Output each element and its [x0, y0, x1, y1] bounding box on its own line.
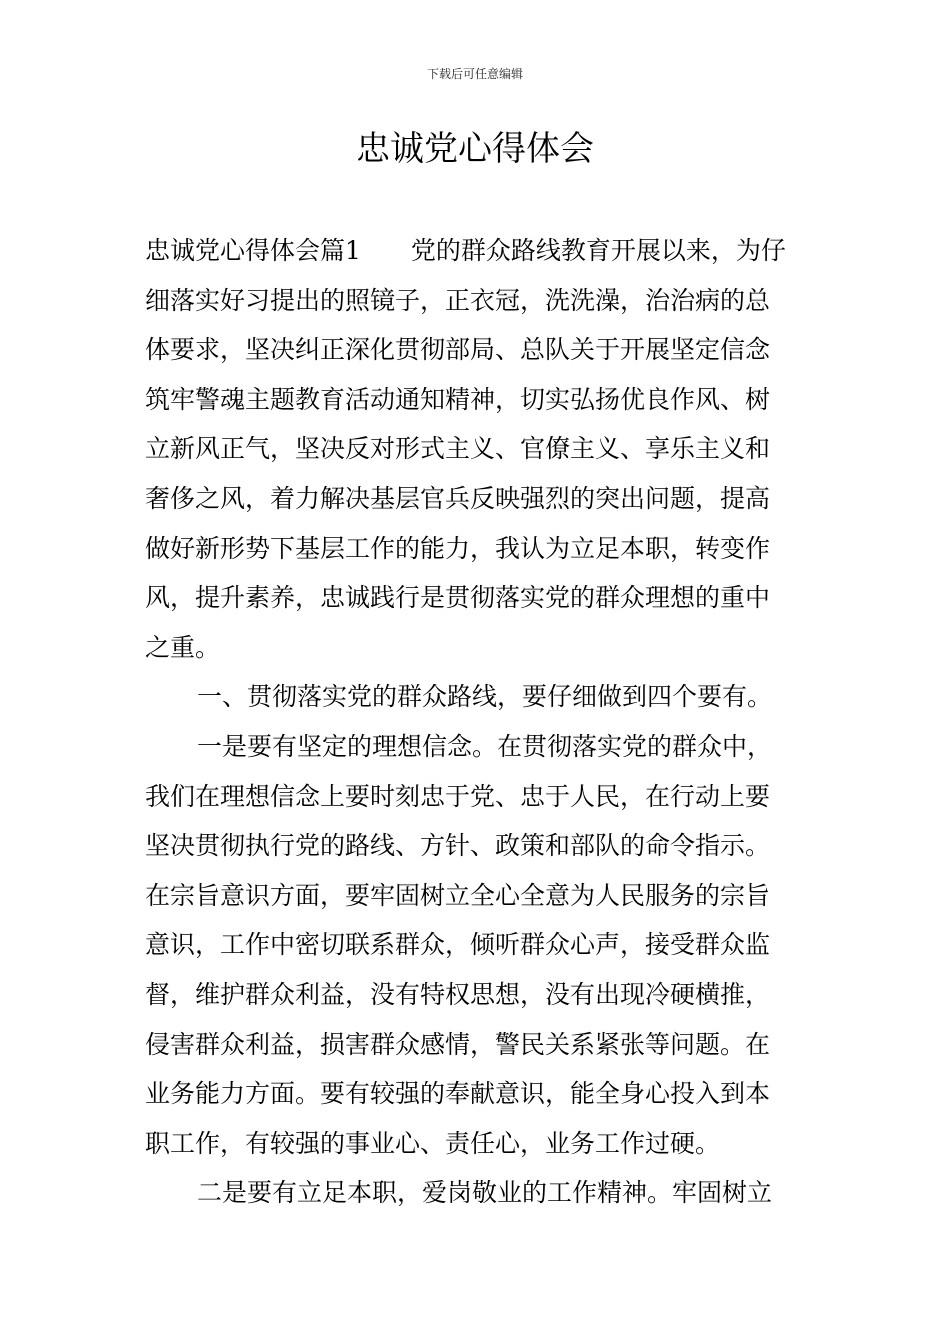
- text-line: 风，提升素养，忠诚践行是贯彻落实党的群众理想的重中: [145, 583, 771, 613]
- text-line: 侵害群众利益，损害群众感情，警民关系紧张等问题。在: [145, 1029, 771, 1059]
- section-heading: 一、贯彻落实党的群众路线，要仔细做到四个要有。: [197, 682, 773, 712]
- document-title: 忠诚党心得体会: [356, 129, 594, 169]
- text-line: 体要求，坚决纠正深化贯彻部局、总队关于开展坚定信念: [145, 335, 771, 365]
- text-line: 职工作，有较强的事业心、责任心，业务工作过硬。: [145, 1128, 721, 1158]
- text-line: 坚决贯彻执行党的路线、方针、政策和部队的命令指示。: [145, 831, 771, 861]
- document-body: [145, 226, 810, 1218]
- section-label: 忠诚党心得体会篇1: [145, 236, 361, 265]
- text-line: 在宗旨意识方面，要牢固树立全心全意为人民服务的宗旨: [145, 880, 771, 910]
- text-line: 奢侈之风，着力解决基层官兵反映强烈的突出问题，提高: [145, 483, 771, 513]
- text-line: 筑牢警魂主题教育活动通知精神，切实弘扬优良作风、树: [145, 384, 771, 414]
- header-note: 下载后可任意编辑: [426, 67, 523, 81]
- text-line: 细落实好习提出的照镜子，正衣冠，洗洗澡，治治病的总: [145, 285, 771, 315]
- text-line: 立新风正气，坚决反对形式主义、官僚主义、享乐主义和: [145, 434, 771, 464]
- text-line: 我们在理想信念上要时刻忠于党、忠于人民，在行动上要: [145, 781, 771, 811]
- paragraph-text: 党的群众路线教育开展以来，为仔: [410, 236, 786, 265]
- text-line: 意识，工作中密切联系群众，倾听群众心声，接受群众监: [145, 930, 771, 960]
- text-line: 之重。: [145, 632, 221, 662]
- paragraph-start: 一是要有坚定的理想信念。在贯彻落实党的群众中，: [197, 731, 773, 761]
- paragraph-start: 二是要有立足本职，爱岗敬业的工作精神。牢固树立: [197, 1178, 773, 1208]
- text-line: [145, 226, 810, 276]
- text-line: 业务能力方面。要有较强的奉献意识，能全身心投入到本: [145, 1079, 771, 1109]
- text-line: 做好新形势下基层工作的能力，我认为立足本职，转变作: [145, 533, 771, 563]
- text-line: 督，维护群众利益，没有特权思想，没有出现冷硬横推，: [145, 979, 771, 1009]
